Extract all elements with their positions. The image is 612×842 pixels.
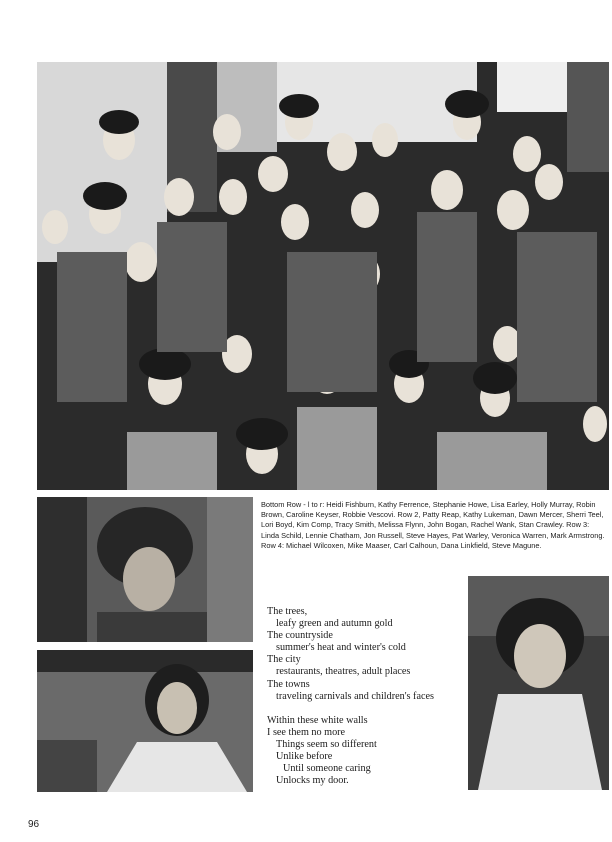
poem-stanza	[267, 606, 462, 703]
poem-line: Unlike before	[276, 751, 333, 763]
poem-line: Things seem so different	[276, 738, 377, 750]
photo-caption: Bottom Row - l to r: Heidi Fishburn, Kathy Ferrence, Stephanie Howe, Lisa Earley, Holly Murray, Robin Brown, Caroline Keyser, Robbie Vescovi. Row 2, Patty Reap, Kathy Lukeman, Dawn Mercer, Sherri Teel, Lori Boyd, Kim Comp, Tracy Smith, Melissa Flynn, John Bogan, Rachel Wank, Stan Crawley. Row 3: Linda Schild, Lennie Chatham, Jon Russell, Steve Hayes, Pat Warley, Veronica Warren, Mark Armstrong. Row 4: Michael Wilcoxen, Mike Maaser, Carl Calhoun, Dana Linkfield, Steve Magune.	[261, 500, 605, 550]
poem-line: The towns	[267, 678, 310, 690]
poem-line: I see them no more	[267, 726, 346, 738]
woman-portrait-photo	[37, 497, 253, 642]
girl-portrait-photo	[37, 650, 253, 792]
poem-line: Unlocks my door.	[276, 775, 349, 787]
poem-line: The city	[267, 654, 301, 666]
poem-line: The trees,	[267, 606, 308, 617]
poem-line: Until someone caring	[283, 763, 371, 775]
poem	[267, 606, 462, 799]
poem-line: The countryside	[267, 630, 333, 642]
poem-line: Within these white walls	[267, 714, 368, 726]
poem-line: leafy green and autumn gold	[276, 618, 393, 630]
poem-line: traveling carnivals and children's faces	[276, 690, 434, 702]
group-photo	[37, 62, 609, 490]
poem-stanza	[267, 715, 462, 788]
poem-line: restaurants, theatres, adult places	[276, 666, 411, 678]
page-number: 96	[28, 819, 40, 830]
boy-portrait-photo	[468, 576, 609, 790]
poem-line: summer's heat and winter's cold	[276, 642, 406, 654]
